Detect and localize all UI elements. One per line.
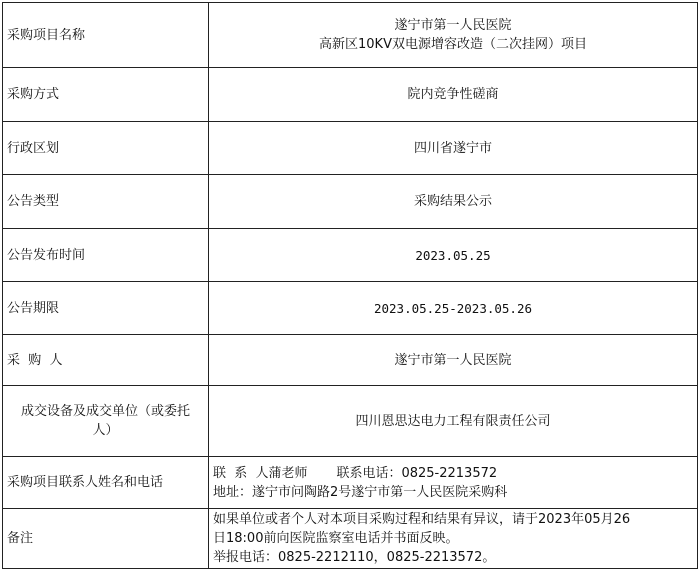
row-value-notice-period: 2023.05.25-2023.05.26: [209, 282, 698, 335]
row-label-procurement-method: 采购方式: [3, 68, 209, 122]
remarks-line-1: 如果单位或者个人对本项目采购过程和结果有异议，请于2023年05月26: [213, 512, 631, 527]
row-value-remarks: [209, 509, 698, 569]
row-value-contact: [209, 457, 698, 509]
table-row: [3, 3, 698, 68]
contact-line-phone: 联 系 人蒲老师 联系电话：0825-2213572: [213, 465, 498, 481]
row-label-project-name: 采购项目名称: [3, 3, 209, 68]
table-row: [3, 386, 698, 457]
project-name-line-1: 遂宁市第一人民医院: [394, 18, 512, 33]
row-label-notice-type: 公告类型: [3, 175, 209, 229]
row-value-publish-time: 2023.05.25: [209, 229, 698, 282]
table-row: [3, 282, 698, 335]
remarks-line-3: 举报电话：0825-2212110，0825-2213572。: [213, 550, 496, 565]
table-row: [3, 335, 698, 386]
row-value-notice-type: 采购结果公示: [209, 175, 698, 229]
row-value-project-name: [209, 3, 698, 68]
row-value-winning-supplier: 四川恩思达电力工程有限责任公司: [209, 386, 698, 457]
row-label-winning-supplier: 成交设备及成交单位（或委托人）: [3, 386, 209, 457]
table-row: [3, 457, 698, 509]
table-row: [3, 68, 698, 122]
row-label-notice-period: 公告期限: [3, 282, 209, 335]
remarks-line-2: 日18:00前向医院监察室电话并书面反映。: [213, 531, 459, 546]
contact-line-address: 地址：遂宁市问陶路2号遂宁市第一人民医院采购科: [213, 484, 508, 500]
table-row: [3, 175, 698, 229]
table-row: [3, 122, 698, 175]
table-row: [3, 509, 698, 569]
table-row: [3, 229, 698, 282]
row-label-remarks: 备注: [3, 509, 209, 569]
row-label-publish-time: 公告发布时间: [3, 229, 209, 282]
row-label-contact: 采购项目联系人姓名和电话: [3, 457, 209, 509]
procurement-result-table: [2, 2, 698, 569]
project-name-line-2: 高新区10KV双电源增容改造（二次挂网）项目: [319, 37, 587, 52]
row-value-purchaser: 遂宁市第一人民医院: [209, 335, 698, 386]
row-label-purchaser: 采 购 人: [3, 335, 209, 386]
row-value-procurement-method: 院内竞争性磋商: [209, 68, 698, 122]
row-label-region: 行政区划: [3, 122, 209, 175]
row-value-region: 四川省遂宁市: [209, 122, 698, 175]
